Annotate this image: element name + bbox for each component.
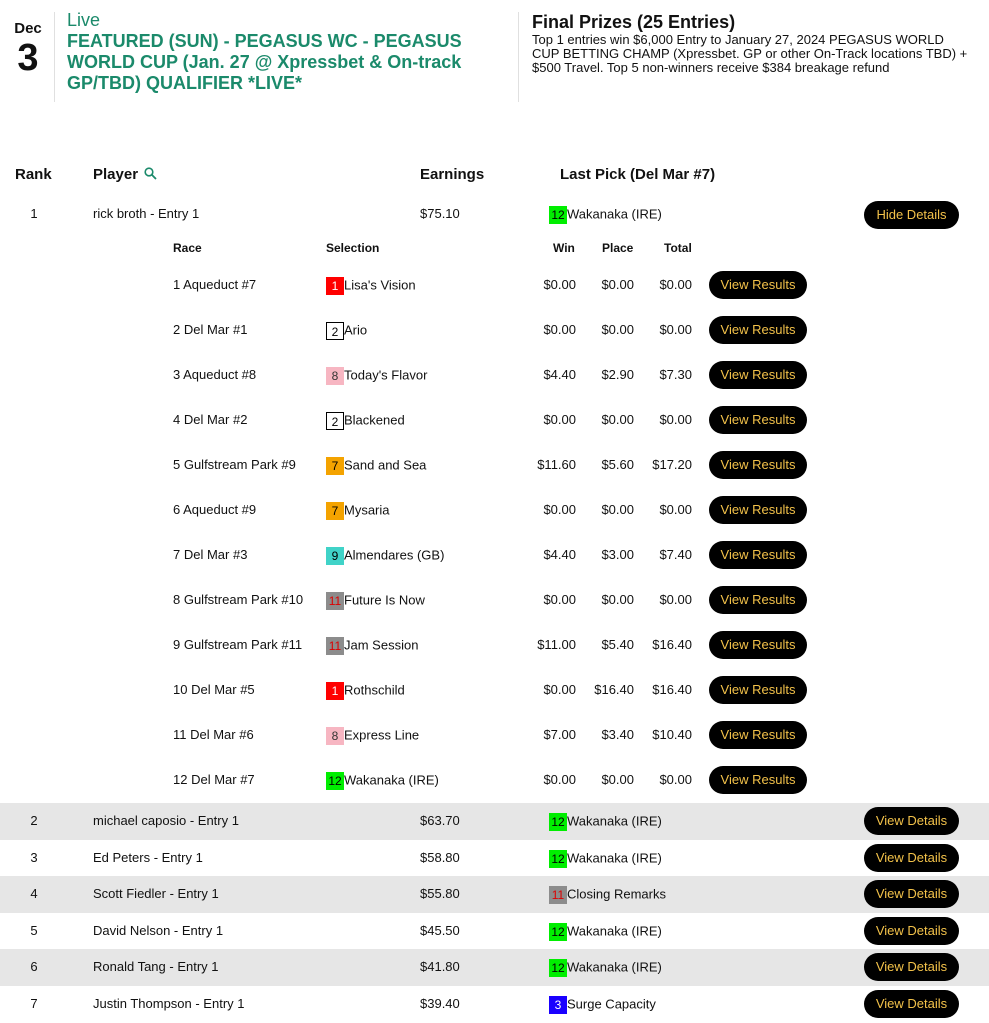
detail-row <box>0 537 989 573</box>
place-amount: $3.00 <box>601 547 634 562</box>
selection <box>326 411 405 430</box>
win-amount: $0.00 <box>543 277 576 292</box>
horse-number-badge: 7 <box>326 457 344 475</box>
rank-value: 5 <box>30 923 38 938</box>
horse-number-badge: 9 <box>326 547 344 565</box>
rank-value: 3 <box>30 850 38 865</box>
race-name: 3 Aqueduct #8 <box>173 367 257 382</box>
view-results-button[interactable]: View Results <box>709 676 807 704</box>
contest-status: Live <box>67 10 101 30</box>
earnings-value: $45.50 <box>420 923 460 938</box>
rank-value: 1 <box>30 206 38 221</box>
view-results-button[interactable]: View Results <box>709 631 807 659</box>
detail-row <box>0 267 989 303</box>
detail-row <box>0 357 989 393</box>
hide-details-button[interactable]: Hide Details <box>864 201 959 229</box>
detail-row <box>0 492 989 528</box>
detail-row <box>0 762 989 798</box>
horse-number-badge: 2 <box>326 322 344 340</box>
race-name: 7 Del Mar #3 <box>173 547 248 562</box>
column-header-earnings: Earnings <box>420 166 485 183</box>
column-header-rank: Rank <box>15 166 52 183</box>
prizes-title: Final Prizes (25 Entries) <box>532 12 736 32</box>
view-details-button[interactable]: View Details <box>864 953 959 981</box>
horse-name: Wakanaka (IRE) <box>567 850 662 866</box>
leaderboard-row <box>0 949 989 986</box>
selection <box>326 771 439 790</box>
race-name: 4 Del Mar #2 <box>173 412 248 427</box>
view-results-button[interactable]: View Results <box>709 766 807 794</box>
detail-row <box>0 582 989 618</box>
total-amount: $0.00 <box>659 322 692 337</box>
view-results-button[interactable]: View Results <box>709 496 807 524</box>
selection <box>326 681 405 700</box>
race-name: 1 Aqueduct #7 <box>173 277 257 292</box>
horse-name: Wakanaka (IRE) <box>567 923 662 939</box>
player-name: Ed Peters - Entry 1 <box>93 850 203 865</box>
place-amount: $16.40 <box>594 682 634 697</box>
total-amount: $0.00 <box>659 772 692 787</box>
race-name: 11 Del Mar #6 <box>173 727 254 742</box>
total-amount: $0.00 <box>659 592 692 607</box>
view-details-button[interactable]: View Details <box>864 880 959 908</box>
win-amount: $11.00 <box>537 637 576 652</box>
selection <box>326 321 367 340</box>
win-amount: $0.00 <box>543 772 576 787</box>
horse-number-badge: 12 <box>549 959 567 977</box>
place-amount: $0.00 <box>601 277 634 292</box>
win-amount: $0.00 <box>543 682 576 697</box>
leaderboard-row <box>0 803 989 840</box>
detail-header-race: Race <box>173 241 202 255</box>
place-amount: $0.00 <box>601 592 634 607</box>
total-amount: $0.00 <box>659 412 692 427</box>
view-details-button[interactable]: View Details <box>864 844 959 872</box>
selection <box>326 591 425 610</box>
leaderboard-row <box>0 840 989 876</box>
horse-name: Blackened <box>344 412 405 428</box>
last-pick <box>549 849 662 868</box>
rank-value: 7 <box>30 996 38 1011</box>
header-divider <box>54 12 55 102</box>
contest-name: FEATURED (SUN) - PEGASUS WC - PEGASUS WORLD CUP (Jan. 27 @ Xpressbet & On-track GP/TBD) QUALIFIER *LIVE* <box>67 31 462 93</box>
place-amount: $3.40 <box>601 727 634 742</box>
view-details-button[interactable]: View Details <box>864 990 959 1018</box>
win-amount: $0.00 <box>543 322 576 337</box>
contest-day: 3 <box>17 37 39 79</box>
header-divider <box>518 12 519 102</box>
total-amount: $10.40 <box>652 727 692 742</box>
horse-name: Mysaria <box>344 502 390 518</box>
horse-name: Surge Capacity <box>567 996 656 1012</box>
race-name: 8 Gulfstream Park #10 <box>173 592 304 607</box>
prizes-block <box>532 12 972 75</box>
race-name: 5 Gulfstream Park #9 <box>173 457 296 472</box>
horse-name: Express Line <box>344 727 420 743</box>
total-amount: $7.30 <box>659 367 692 382</box>
earnings-value: $58.80 <box>420 850 460 865</box>
total-amount: $0.00 <box>659 502 692 517</box>
horse-name: Today's Flavor <box>344 367 428 383</box>
place-amount: $0.00 <box>601 322 634 337</box>
last-pick <box>549 812 662 831</box>
player-name: rick broth - Entry 1 <box>93 206 200 221</box>
contest-month: Dec <box>14 20 42 37</box>
last-pick <box>549 995 656 1014</box>
place-amount: $0.00 <box>601 502 634 517</box>
earnings-value: $39.40 <box>420 996 460 1011</box>
win-amount: $4.40 <box>543 547 576 562</box>
race-name: 9 Gulfstream Park #11 <box>173 637 303 652</box>
place-amount: $0.00 <box>601 412 634 427</box>
horse-number-badge: 12 <box>549 206 567 224</box>
selection <box>326 501 390 520</box>
race-name: 10 Del Mar #5 <box>173 682 255 697</box>
horse-name: Wakanaka (IRE) <box>567 959 662 975</box>
horse-number-badge: 11 <box>326 592 344 610</box>
earnings-value: $75.10 <box>420 206 460 221</box>
selection <box>326 726 419 745</box>
horse-number-badge: 11 <box>549 886 567 904</box>
detail-row <box>0 402 989 438</box>
earnings-value: $41.80 <box>420 959 460 974</box>
total-amount: $16.40 <box>652 682 692 697</box>
view-results-button[interactable]: View Results <box>709 451 807 479</box>
horse-number-badge: 7 <box>326 502 344 520</box>
horse-number-badge: 2 <box>326 412 344 430</box>
detail-row <box>0 312 989 348</box>
selection <box>326 456 426 475</box>
horse-number-badge: 8 <box>326 727 344 745</box>
total-amount: $16.40 <box>652 637 692 652</box>
view-details-button[interactable]: View Details <box>864 917 959 945</box>
horse-name: Wakanaka (IRE) <box>567 813 662 829</box>
rank-value: 2 <box>30 813 38 828</box>
player-name: Scott Fiedler - Entry 1 <box>93 886 219 901</box>
place-amount: $5.40 <box>601 637 634 652</box>
earnings-value: $55.80 <box>420 886 460 901</box>
total-amount: $0.00 <box>659 277 692 292</box>
horse-name: Sand and Sea <box>344 457 427 473</box>
win-amount: $0.00 <box>543 592 576 607</box>
selection <box>326 546 444 565</box>
detail-header-selection: Selection <box>326 241 380 255</box>
place-amount: $2.90 <box>601 367 634 382</box>
selection <box>326 366 427 385</box>
detail-row <box>0 672 989 708</box>
player-name: Justin Thompson - Entry 1 <box>93 996 245 1011</box>
search-icon[interactable] <box>144 167 157 185</box>
leaderboard-row <box>0 986 989 1023</box>
view-results-button[interactable]: View Results <box>709 541 807 569</box>
detail-row <box>0 627 989 663</box>
horse-name: Future Is Now <box>344 592 425 608</box>
view-results-button[interactable]: View Results <box>709 271 807 299</box>
rank-value: 4 <box>30 886 38 901</box>
leaderboard-row <box>0 876 989 913</box>
view-results-button[interactable]: View Results <box>709 721 807 749</box>
contest-title-block <box>67 10 512 94</box>
total-amount: $17.20 <box>652 457 692 472</box>
horse-name: Rothschild <box>344 682 405 698</box>
horse-number-badge: 11 <box>326 637 344 655</box>
win-amount: $4.40 <box>543 367 576 382</box>
contest-date <box>8 20 48 78</box>
win-amount: $0.00 <box>543 502 576 517</box>
horse-name: Lisa's Vision <box>344 277 416 293</box>
total-amount: $7.40 <box>659 547 692 562</box>
horse-name: Wakanaka (IRE) <box>567 206 662 222</box>
player-name: michael caposio - Entry 1 <box>93 813 239 828</box>
column-header-player <box>93 166 157 185</box>
detail-header-place: Place <box>602 241 634 255</box>
horse-number-badge: 12 <box>549 850 567 868</box>
prizes-description: Top 1 entries win $6,000 Entry to January 27, 2024 PEGASUS WORLD CUP BETTING CHAMP (Xpressbet. GP or other On-Track locations TBD) + $500 Travel. Top 5 non-winners receive $384 breakage refund <box>532 32 968 75</box>
view-results-button[interactable]: View Results <box>709 361 807 389</box>
view-results-button[interactable]: View Results <box>709 316 807 344</box>
win-amount: $7.00 <box>543 727 576 742</box>
place-amount: $0.00 <box>601 772 634 787</box>
horse-number-badge: 1 <box>326 682 344 700</box>
horse-number-badge: 12 <box>326 772 344 790</box>
race-name: 2 Del Mar #1 <box>173 322 248 337</box>
selection <box>326 636 418 655</box>
rank-value: 6 <box>30 959 38 974</box>
win-amount: $11.60 <box>537 457 576 472</box>
leaderboard-row <box>0 913 989 949</box>
last-pick <box>549 885 666 904</box>
horse-number-badge: 3 <box>549 996 567 1014</box>
horse-name: Wakanaka (IRE) <box>344 772 439 788</box>
horse-name: Jam Session <box>344 637 419 653</box>
earnings-value: $63.70 <box>420 813 460 828</box>
race-name: 6 Aqueduct #9 <box>173 502 257 517</box>
detail-row <box>0 717 989 753</box>
selection <box>326 276 416 295</box>
horse-number-badge: 12 <box>549 923 567 941</box>
detail-header-win: Win <box>553 241 575 255</box>
column-header-player-label: Player <box>93 166 139 183</box>
win-amount: $0.00 <box>543 412 576 427</box>
player-name: Ronald Tang - Entry 1 <box>93 959 219 974</box>
detail-row <box>0 447 989 483</box>
race-name: 12 Del Mar #7 <box>173 772 255 787</box>
last-pick <box>549 205 662 224</box>
view-results-button[interactable]: View Results <box>709 406 807 434</box>
horse-number-badge: 12 <box>549 813 567 831</box>
leaderboard-row <box>0 197 989 233</box>
detail-header-total: Total <box>664 241 692 255</box>
horse-name: Almendares (GB) <box>344 547 445 563</box>
horse-number-badge: 1 <box>326 277 344 295</box>
view-results-button[interactable]: View Results <box>709 586 807 614</box>
horse-name: Ario <box>344 322 368 338</box>
last-pick <box>549 958 662 977</box>
column-header-last-pick: Last Pick (Del Mar #7) <box>560 166 716 183</box>
place-amount: $5.60 <box>601 457 634 472</box>
horse-name: Closing Remarks <box>567 886 666 902</box>
player-name: David Nelson - Entry 1 <box>93 923 224 938</box>
view-details-button[interactable]: View Details <box>864 807 959 835</box>
horse-number-badge: 8 <box>326 367 344 385</box>
last-pick <box>549 922 662 941</box>
